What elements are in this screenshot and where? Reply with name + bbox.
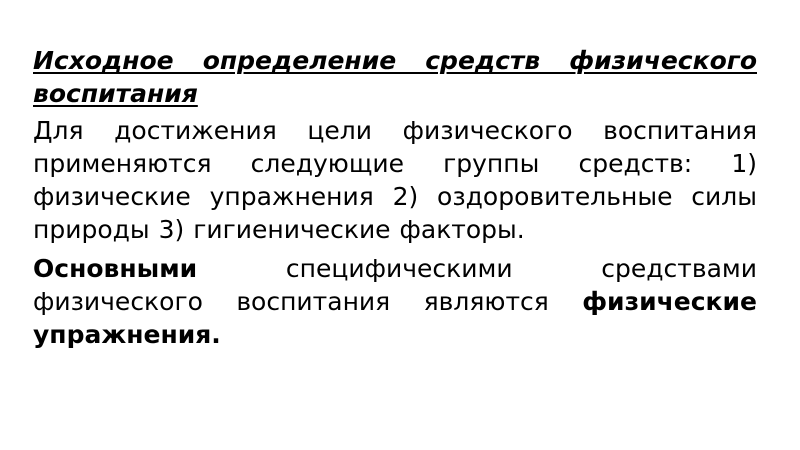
lead-bold-text: Основными [33, 254, 198, 283]
paragraph-means-groups: Для достижения цели физического воспитания применяются следующие группы средств: 1) физические упражнения 2) оздоровительные силы природы 3) гигиенические факторы. [33, 116, 757, 244]
middle-text: специфическими средствами физического воспитания являются [33, 254, 757, 316]
end-bold-text: физические упражнения. [33, 287, 757, 349]
slide-content [33, 44, 757, 357]
slide-heading: Исходное определение средств физического воспитания [33, 46, 757, 108]
paragraph-main-means [33, 252, 757, 351]
